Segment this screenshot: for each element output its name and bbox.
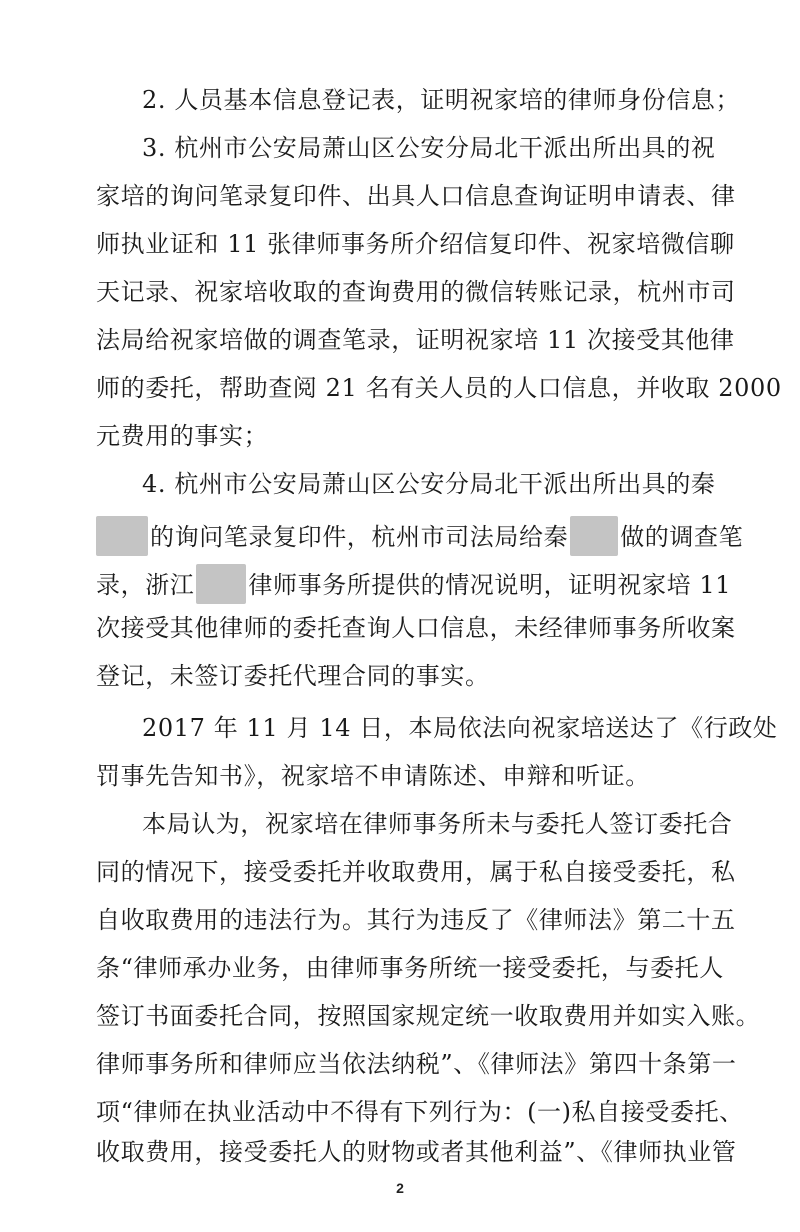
item-4-line-1: 4. 杭州市公安局萧山区公安分局北干派出所出具的秦	[142, 470, 716, 498]
item-4-line-3-text-a: 录，浙江	[96, 571, 195, 599]
item-3-line-1: 3. 杭州市公安局萧山区公安分局北干派出所出具的祝	[142, 134, 716, 162]
item-4-line-5: 登记，未签订委托代理合同的事实。	[96, 662, 490, 690]
finding-line-6: 律师事务所和律师应当依法纳税”、《律师法》第四十条第一	[96, 1050, 737, 1078]
item-3-line-2: 家培的询问笔录复印件、出具人口信息查询证明申请表、律	[96, 182, 736, 210]
finding-line-1: 本局认为，祝家培在律师事务所未与委托人签订委托合	[142, 810, 733, 838]
item-4-line-2-text-a: 的询问笔录复印件，杭州市司法局给秦	[150, 523, 569, 551]
item-3-line-3: 师执业证和 11 张律师事务所介绍信复印件、祝家培微信聊	[96, 230, 735, 258]
item-4-line-3-text-b: 律师事务所提供的情况说明，证明祝家培 11	[248, 571, 732, 599]
item-4-line-2-text-b: 做的调查笔	[620, 523, 744, 551]
item-3-line-5: 法局给祝家培做的调查笔录，证明祝家培 11 次接受其他律	[96, 326, 735, 354]
notice-line-2: 罚事先告知书》，祝家培不申请陈述、申辩和听证。	[96, 762, 650, 790]
finding-line-4: 条“律师承办业务，由律师事务所统一接受委托，与委托人	[96, 954, 724, 982]
item-3-line-7: 元费用的事实；	[96, 422, 269, 450]
page-number: 2	[396, 1180, 404, 1196]
item-4-line-2	[96, 516, 743, 556]
item-4-line-3	[96, 564, 731, 604]
item-4-line-4: 次接受其他律师的委托查询人口信息，未经律师事务所收案	[96, 614, 736, 642]
finding-line-8: 收取费用，接受委托人的财物或者其他利益”、《律师执业管	[96, 1138, 737, 1166]
redaction-block	[196, 564, 246, 604]
redaction-block	[570, 516, 618, 556]
item-3-line-6: 师的委托，帮助查阅 21 名有关人员的人口信息，并收取 2000	[96, 374, 782, 402]
redaction-block	[96, 516, 148, 556]
notice-line-1: 2017 年 11 月 14 日，本局依法向祝家培送达了《行政处	[142, 714, 778, 742]
item-3-line-4: 天记录、祝家培收取的查询费用的微信转账记录，杭州市司	[96, 278, 736, 306]
finding-line-5: 签订书面委托合同，按照国家规定统一收取费用并如实入账。	[96, 1002, 761, 1030]
finding-line-7: 项“律师在执业活动中不得有下列行为：(一)私自接受委托、	[96, 1098, 744, 1126]
finding-line-2: 同的情况下，接受委托并收取费用，属于私自接受委托，私	[96, 858, 736, 886]
item-2-line-1: 2. 人员基本信息登记表，证明祝家培的律师身份信息；	[142, 86, 741, 114]
finding-line-3: 自收取费用的违法行为。其行为违反了《律师法》第二十五	[96, 906, 736, 934]
